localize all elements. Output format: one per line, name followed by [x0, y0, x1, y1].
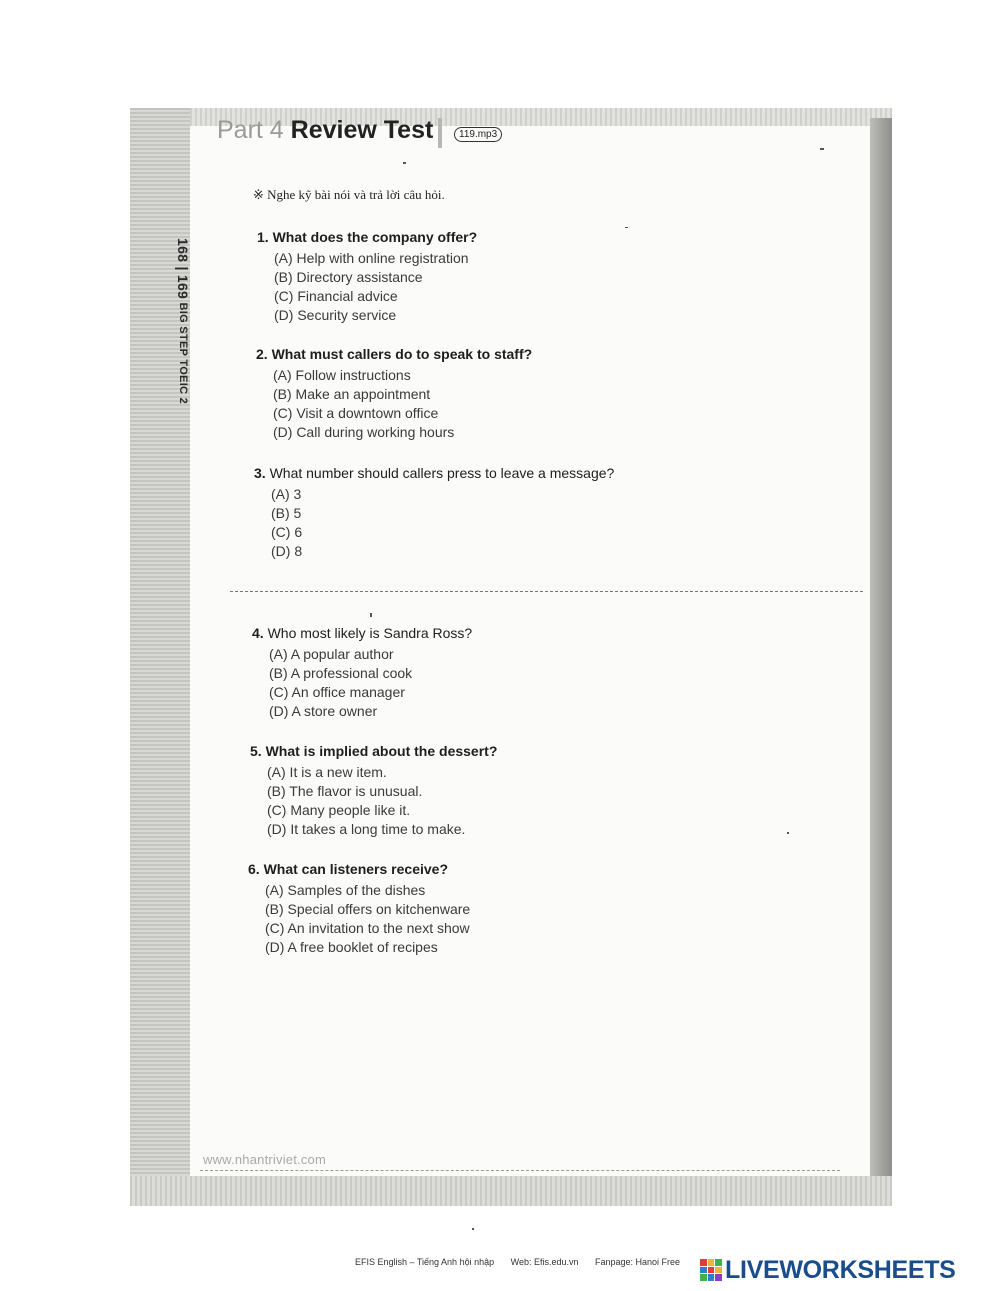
question-3 [254, 465, 614, 561]
title-divider [438, 118, 442, 148]
option-b[interactable]: (B) 5 [271, 505, 302, 521]
options-list [265, 881, 470, 957]
option-b[interactable]: (B) Directory assistance [274, 269, 423, 285]
part-label: Part 4 [217, 116, 284, 144]
option-c[interactable]: (C) Visit a downtown office [273, 405, 439, 421]
question-1 [257, 229, 477, 325]
question-text: What must callers do to speak to staff? [271, 346, 533, 362]
footer-web: Web: Efis.edu.vn [510, 1257, 579, 1267]
option-a[interactable]: (A) 3 [271, 486, 302, 502]
question-title [257, 229, 477, 245]
instruction-text: ※ Nghe kỹ bài nói và trả lời câu hỏi. [253, 187, 445, 202]
question-title [250, 743, 497, 759]
options-list [267, 763, 497, 839]
question-title [256, 346, 532, 362]
option-d[interactable]: (D) A free booklet of recipes [265, 939, 438, 955]
options-list [271, 485, 614, 561]
question-number: 3. [254, 465, 266, 481]
page-title [217, 116, 433, 145]
option-a[interactable]: (A) Follow instructions [273, 367, 411, 383]
question-text: What is implied about the dessert? [265, 743, 498, 759]
side-page-numbers: 168 | 169 [175, 238, 191, 300]
scanned-page [130, 108, 892, 1206]
scan-speck [625, 227, 628, 228]
option-a[interactable]: (A) It is a new item. [267, 764, 387, 780]
option-c[interactable]: (C) Financial advice [274, 288, 398, 304]
question-number: 6. [248, 861, 260, 877]
question-title [252, 625, 472, 641]
liveworksheets-icon [700, 1259, 722, 1281]
section-divider [230, 591, 863, 592]
option-a[interactable]: (A) A popular author [269, 646, 394, 662]
bottom-divider [200, 1170, 840, 1171]
footer-fanpage: Fanpage: Hanoi Free [595, 1257, 681, 1267]
question-text: What number should callers press to leave a message? [269, 465, 615, 481]
option-c[interactable]: (C) 6 [271, 524, 303, 540]
option-d[interactable]: (D) Call during working hours [273, 424, 455, 440]
question-2 [256, 346, 532, 442]
option-b[interactable]: (B) A professional cook [269, 665, 413, 681]
option-b[interactable]: (B) Special offers on kitchenware [265, 901, 471, 917]
option-a[interactable]: (A) Help with online registration [274, 250, 469, 266]
option-c[interactable]: (C) An office manager [269, 684, 405, 700]
question-6 [248, 861, 470, 957]
question-5 [250, 743, 497, 839]
liveworksheets-text: LIVEWORKSHEETS [725, 1255, 956, 1284]
scan-edge-right [870, 118, 892, 1198]
options-list [273, 366, 532, 442]
question-text: What can listeners receive? [263, 861, 448, 877]
option-d[interactable]: (D) A store owner [269, 703, 378, 719]
publisher-url: www.nhantriviet.com [203, 1152, 327, 1167]
question-number: 5. [250, 743, 262, 759]
scan-speck [403, 162, 406, 164]
option-a[interactable]: (A) Samples of the dishes [265, 882, 426, 898]
scan-speck [820, 148, 824, 150]
review-test-title: Review Test [290, 116, 434, 144]
question-number: 2. [256, 346, 268, 362]
option-b[interactable]: (B) The flavor is unusual. [267, 783, 423, 799]
option-d[interactable]: (D) 8 [271, 543, 303, 559]
option-c[interactable]: (C) Many people like it. [267, 802, 411, 818]
liveworksheets-logo[interactable] [700, 1256, 956, 1284]
footer-org: EFIS English – Tiếng Anh hội nhập [355, 1257, 495, 1267]
option-d[interactable]: (D) Security service [274, 307, 397, 323]
side-book-title: BIG STEP TOEIC 2 [177, 302, 189, 405]
option-c[interactable]: (C) An invitation to the next show [265, 920, 470, 936]
options-list [269, 645, 472, 721]
scan-edge-bottom [130, 1176, 892, 1206]
question-title [248, 861, 470, 877]
scan-speck [787, 832, 789, 834]
option-b[interactable]: (B) Make an appointment [273, 386, 431, 402]
question-number: 1. [257, 229, 269, 245]
question-text: What does the company offer? [272, 229, 478, 245]
options-list [274, 249, 477, 325]
option-d[interactable]: (D) It takes a long time to make. [267, 821, 466, 837]
scan-speck [472, 1228, 474, 1230]
question-4 [252, 625, 472, 721]
question-number: 4. [252, 625, 264, 641]
footer-credits [355, 1257, 694, 1267]
question-title [254, 465, 614, 481]
question-text: Who most likely is Sandra Ross? [267, 625, 473, 641]
side-page-label [175, 238, 191, 404]
audio-file-badge: 119.mp3 [454, 127, 502, 142]
scan-speck [370, 613, 372, 617]
